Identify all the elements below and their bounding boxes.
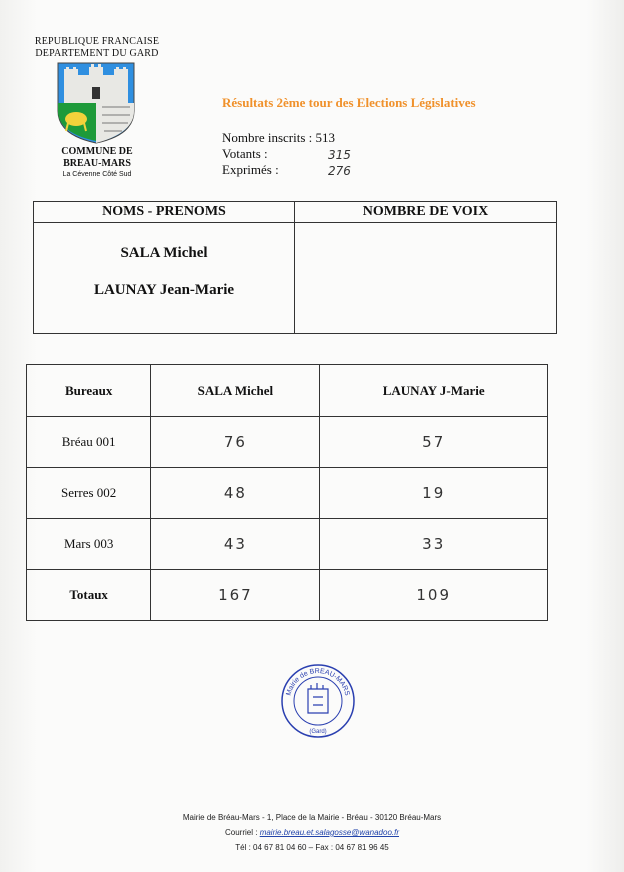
col-header-votes: NOMBRE DE VOIX (295, 202, 557, 223)
footer-phone: Tél : 04 67 81 04 60 – Fax : 04 67 81 96 45 (235, 843, 389, 852)
sala-votes-cell: 76 (151, 417, 320, 468)
exprimes-value: 276 (328, 164, 351, 178)
launay-votes-cell: 33 (320, 519, 548, 570)
candidate-list-cell (34, 223, 295, 334)
footer (0, 810, 624, 855)
votants-label: Votants : (222, 146, 268, 161)
commune-name (22, 146, 172, 170)
totals-label: Totaux (27, 570, 151, 621)
totals-row (27, 570, 548, 621)
footer-email-line (0, 825, 624, 840)
candidate-name: SALA Michel (120, 245, 208, 261)
bureau-cell: Mars 003 (27, 519, 151, 570)
document-title: Résultats 2ème tour des Elections Législatives (222, 95, 476, 110)
commune-line-2: BREAU-MARS (63, 158, 131, 169)
col-header-names: NOMS - PRENOMS (34, 202, 295, 223)
commune-tagline: La Cévenne Côté Sud (62, 171, 132, 178)
stamp-top-text: Mairie de BREAU-MARS (285, 667, 351, 697)
commune-line-1: COMMUNE DE (61, 146, 133, 157)
letterhead (22, 36, 172, 60)
candidate-name: LAUNAY Jean-Marie (93, 282, 235, 298)
inscrits-label: Nombre inscrits : 513 (222, 130, 336, 145)
email-link[interactable]: mairie.breau.et.salagosse@wanadoo.fr (259, 828, 399, 837)
sala-votes-cell: 43 (151, 519, 320, 570)
votants-value: 315 (328, 148, 351, 162)
col-header-bureaux: Bureaux (27, 365, 151, 417)
votes-cell (295, 223, 557, 334)
candidates-table (33, 201, 557, 334)
votants-row (222, 146, 351, 162)
bureau-cell: Serres 002 (27, 468, 151, 519)
coat-of-arms-icon (56, 61, 136, 145)
launay-total-cell: 109 (320, 570, 548, 621)
col-header-launay: LAUNAY J-Marie (320, 365, 548, 417)
launay-votes-cell: 19 (320, 468, 548, 519)
footer-address: Mairie de Bréau-Mars - 1, Place de la Mairie - Bréau - 30120 Bréau-Mars (182, 813, 442, 822)
launay-votes-cell: 57 (320, 417, 548, 468)
exprimes-label: Exprimés : (222, 162, 279, 177)
department-label: DEPARTEMENT DU GARD (35, 48, 159, 59)
republic-label: REPUBLIQUE FRANCAISE (34, 36, 160, 47)
sala-total-cell: 167 (151, 570, 320, 621)
col-header-sala: SALA Michel (151, 365, 320, 417)
sala-votes-cell: 48 (151, 468, 320, 519)
results-table (26, 364, 548, 621)
table-row (27, 417, 548, 468)
inscrits-row (222, 130, 335, 146)
courriel-label: Courriel : (225, 828, 258, 837)
table-row (27, 468, 548, 519)
exprimes-row (222, 162, 351, 178)
table-row (27, 519, 548, 570)
bureau-cell: Bréau 001 (27, 417, 151, 468)
stamp-bottom-text: (Gard) (309, 729, 327, 735)
election-stats (222, 130, 351, 178)
mairie-stamp-icon (280, 663, 356, 739)
